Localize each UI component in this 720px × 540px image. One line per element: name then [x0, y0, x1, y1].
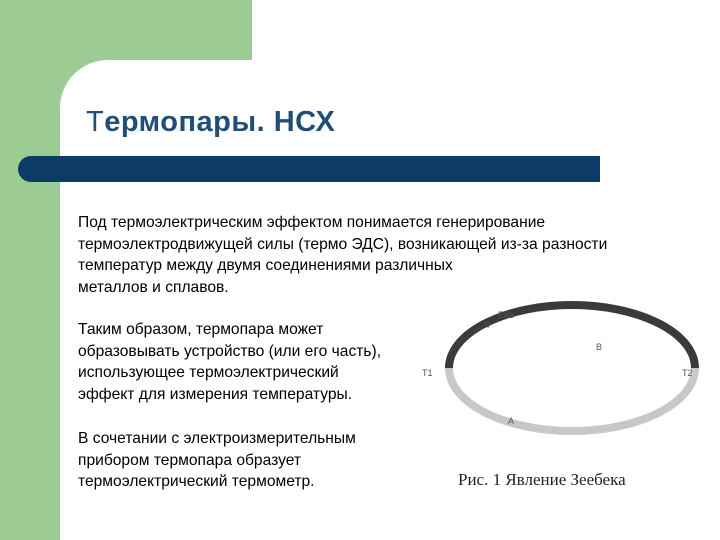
- title-divider-bar: [18, 156, 600, 182]
- conductor-b: [449, 305, 695, 368]
- text-line: термоэлектрический термометр.: [78, 473, 315, 491]
- text-line: температур между двумя соединениями различных: [78, 257, 453, 275]
- text-line: термоэлектродвижущей силы (термо ЭДС), возникающей из-за разности: [78, 235, 608, 253]
- slide-title: [86, 106, 335, 139]
- seebeck-effect-figure: [410, 296, 710, 496]
- text-line: использующее термоэлектрический: [78, 364, 339, 382]
- text-line: металлов и сплавов.: [78, 278, 229, 296]
- title-first-letter: Т: [86, 106, 105, 138]
- label-a: A: [508, 416, 515, 426]
- label-t2: T2: [682, 368, 693, 378]
- label-t1: T1: [422, 368, 433, 378]
- label-b: B: [596, 342, 603, 352]
- label-eab: Eав: [498, 310, 514, 320]
- text-line: Таким образом, термопара может: [78, 321, 324, 338]
- text-line: образовывать устройство (или его часть),: [78, 342, 382, 360]
- text-line: Под термоэлектрическим эффектом понимается генерирование: [78, 214, 546, 231]
- figure-caption: Рис. 1 Явление Зеебека: [458, 470, 626, 489]
- decorative-green-strip: [0, 0, 60, 540]
- title-rest: ермопары. НСХ: [104, 106, 336, 138]
- conductor-a: [449, 368, 695, 431]
- text-line: прибором термопара образует: [78, 451, 301, 469]
- text-line: В сочетании с электроизмерительным: [78, 430, 356, 447]
- text-line: эффект для измерения температуры.: [78, 385, 353, 403]
- paragraph-thermometer: [78, 428, 438, 493]
- paragraph-thermocouple-definition: [78, 319, 438, 405]
- paragraph-thermoelectric-effect: [78, 212, 698, 298]
